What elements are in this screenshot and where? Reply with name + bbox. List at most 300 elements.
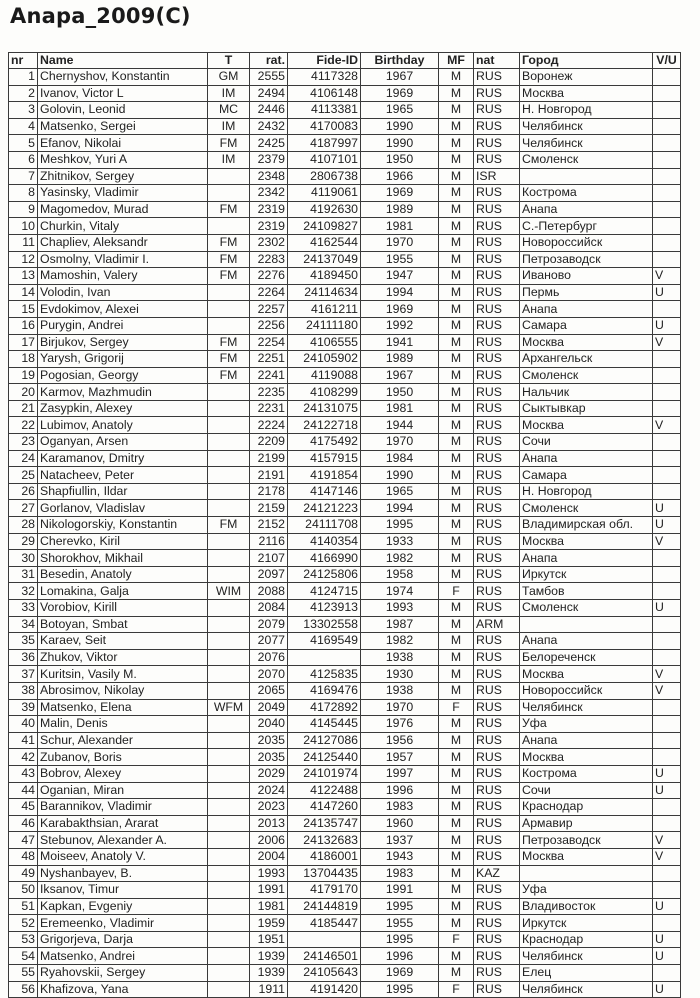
cell-rating: 2024 bbox=[250, 782, 288, 799]
cell-birthday: 1987 bbox=[361, 616, 439, 633]
cell-vu bbox=[653, 749, 681, 766]
cell-rating: 2013 bbox=[250, 815, 288, 832]
cell-city: Челябинск bbox=[520, 699, 653, 716]
cell-sex: M bbox=[439, 218, 474, 235]
cell-nr: 51 bbox=[9, 898, 38, 915]
cell-city: Челябинск bbox=[520, 118, 653, 135]
cell-fide-id: 24111180 bbox=[288, 317, 361, 334]
cell-nr: 19 bbox=[9, 367, 38, 384]
cell-nation: RUS bbox=[474, 882, 520, 899]
cell-nr: 33 bbox=[9, 600, 38, 617]
cell-vu bbox=[653, 351, 681, 368]
cell-vu bbox=[653, 566, 681, 583]
cell-rating: 2199 bbox=[250, 450, 288, 467]
cell-title bbox=[208, 317, 250, 334]
column-header-name: Name bbox=[38, 53, 208, 69]
cell-sex: M bbox=[439, 284, 474, 301]
cell-sex: M bbox=[439, 102, 474, 119]
cell-vu: U bbox=[653, 898, 681, 915]
table-row bbox=[9, 301, 681, 318]
cell-vu bbox=[653, 301, 681, 318]
cell-rating: 2070 bbox=[250, 666, 288, 683]
cell-rating: 2097 bbox=[250, 566, 288, 583]
cell-rating: 2231 bbox=[250, 400, 288, 417]
cell-fide-id: 13302558 bbox=[288, 616, 361, 633]
table-row bbox=[9, 832, 681, 849]
cell-vu: U bbox=[653, 317, 681, 334]
cell-title bbox=[208, 799, 250, 816]
cell-sex: M bbox=[439, 649, 474, 666]
cell-nr: 18 bbox=[9, 351, 38, 368]
cell-title bbox=[208, 467, 250, 484]
cell-rating: 2254 bbox=[250, 334, 288, 351]
cell-vu bbox=[653, 882, 681, 899]
cell-sex: F bbox=[439, 583, 474, 600]
cell-title: IM bbox=[208, 151, 250, 168]
cell-nr: 7 bbox=[9, 168, 38, 185]
table-row bbox=[9, 317, 681, 334]
cell-nation: RUS bbox=[474, 782, 520, 799]
cell-fide-id: 24144819 bbox=[288, 898, 361, 915]
cell-birthday: 1995 bbox=[361, 931, 439, 948]
cell-nr: 49 bbox=[9, 865, 38, 882]
cell-birthday: 1958 bbox=[361, 566, 439, 583]
cell-title bbox=[208, 749, 250, 766]
cell-city: Анапа bbox=[520, 201, 653, 218]
cell-rating: 2425 bbox=[250, 135, 288, 152]
cell-city: Смоленск bbox=[520, 151, 653, 168]
cell-nation: RUS bbox=[474, 931, 520, 948]
cell-nation: RUS bbox=[474, 799, 520, 816]
cell-name: Chapliev, Aleksandr bbox=[38, 234, 208, 251]
cell-name: Birjukov, Sergey bbox=[38, 334, 208, 351]
cell-nation: RUS bbox=[474, 201, 520, 218]
cell-nr: 20 bbox=[9, 384, 38, 401]
table-row bbox=[9, 732, 681, 749]
cell-rating: 1939 bbox=[250, 948, 288, 965]
cell-birthday: 1995 bbox=[361, 981, 439, 998]
cell-nation: RUS bbox=[474, 666, 520, 683]
cell-title bbox=[208, 168, 250, 185]
cell-fide-id: 4117328 bbox=[288, 69, 361, 86]
table-row bbox=[9, 500, 681, 517]
cell-nation: RUS bbox=[474, 633, 520, 650]
cell-rating: 2235 bbox=[250, 384, 288, 401]
cell-rating: 2035 bbox=[250, 732, 288, 749]
cell-nr: 16 bbox=[9, 317, 38, 334]
cell-sex: M bbox=[439, 948, 474, 965]
cell-birthday: 1950 bbox=[361, 151, 439, 168]
cell-vu: V bbox=[653, 417, 681, 434]
cell-title bbox=[208, 633, 250, 650]
cell-sex: F bbox=[439, 699, 474, 716]
cell-title bbox=[208, 732, 250, 749]
cell-vu bbox=[653, 434, 681, 451]
cell-city: Пермь bbox=[520, 284, 653, 301]
cell-rating: 2348 bbox=[250, 168, 288, 185]
cell-nation: RUS bbox=[474, 732, 520, 749]
table-row bbox=[9, 583, 681, 600]
cell-vu bbox=[653, 483, 681, 500]
table-row bbox=[9, 550, 681, 567]
cell-city: Самара bbox=[520, 467, 653, 484]
cell-rating: 2116 bbox=[250, 533, 288, 550]
cell-rating: 2379 bbox=[250, 151, 288, 168]
cell-nation: RUS bbox=[474, 915, 520, 932]
cell-fide-id bbox=[288, 649, 361, 666]
cell-nation: RUS bbox=[474, 102, 520, 119]
cell-sex: M bbox=[439, 550, 474, 567]
cell-vu: U bbox=[653, 782, 681, 799]
column-header-rating: rat. bbox=[250, 53, 288, 69]
cell-vu bbox=[653, 616, 681, 633]
cell-city: Сыктывкар bbox=[520, 400, 653, 417]
cell-vu: U bbox=[653, 931, 681, 948]
table-row bbox=[9, 965, 681, 982]
cell-nation: RUS bbox=[474, 517, 520, 534]
table-row bbox=[9, 400, 681, 417]
cell-fide-id: 4106555 bbox=[288, 334, 361, 351]
cell-fide-id: 4145445 bbox=[288, 716, 361, 733]
cell-nr: 13 bbox=[9, 268, 38, 285]
cell-fide-id: 4119088 bbox=[288, 367, 361, 384]
cell-rating: 2084 bbox=[250, 600, 288, 617]
cell-nr: 31 bbox=[9, 566, 38, 583]
cell-title: GM bbox=[208, 69, 250, 86]
table-row bbox=[9, 450, 681, 467]
cell-rating: 2035 bbox=[250, 749, 288, 766]
cell-nation: RUS bbox=[474, 981, 520, 998]
cell-name: Osmolny, Vladimir I. bbox=[38, 251, 208, 268]
cell-nation: RUS bbox=[474, 467, 520, 484]
cell-birthday: 1993 bbox=[361, 600, 439, 617]
table-row bbox=[9, 151, 681, 168]
cell-title bbox=[208, 649, 250, 666]
cell-fide-id: 4162544 bbox=[288, 234, 361, 251]
cell-fide-id: 24132683 bbox=[288, 832, 361, 849]
cell-name: Bobrov, Alexey bbox=[38, 765, 208, 782]
cell-sex: M bbox=[439, 915, 474, 932]
cell-fide-id: 4187997 bbox=[288, 135, 361, 152]
cell-name: Lubimov, Anatoly bbox=[38, 417, 208, 434]
cell-title bbox=[208, 666, 250, 683]
cell-title: FM bbox=[208, 351, 250, 368]
cell-name: Ivanov, Victor L bbox=[38, 85, 208, 102]
cell-name: Cherevko, Kiril bbox=[38, 533, 208, 550]
cell-nr: 54 bbox=[9, 948, 38, 965]
cell-rating: 2241 bbox=[250, 367, 288, 384]
cell-title: FM bbox=[208, 135, 250, 152]
cell-fide-id: 4169476 bbox=[288, 682, 361, 699]
cell-fide-id: 4172892 bbox=[288, 699, 361, 716]
cell-birthday: 1943 bbox=[361, 848, 439, 865]
cell-title bbox=[208, 948, 250, 965]
cell-nr: 1 bbox=[9, 69, 38, 86]
cell-sex: M bbox=[439, 682, 474, 699]
page-title: Anapa_2009(C) bbox=[10, 4, 191, 28]
cell-rating: 2264 bbox=[250, 284, 288, 301]
cell-vu bbox=[653, 732, 681, 749]
table-row bbox=[9, 467, 681, 484]
cell-nr: 12 bbox=[9, 251, 38, 268]
cell-nation: RUS bbox=[474, 749, 520, 766]
cell-rating: 1991 bbox=[250, 882, 288, 899]
cell-name: Kapkan, Evgeniy bbox=[38, 898, 208, 915]
cell-vu bbox=[653, 102, 681, 119]
cell-title bbox=[208, 417, 250, 434]
cell-birthday: 1969 bbox=[361, 965, 439, 982]
cell-rating: 2446 bbox=[250, 102, 288, 119]
cell-sex: M bbox=[439, 666, 474, 683]
cell-fide-id: 4147260 bbox=[288, 799, 361, 816]
cell-name: Churkin, Vitaly bbox=[38, 218, 208, 235]
cell-fide-id: 24127086 bbox=[288, 732, 361, 749]
cell-name: Nyshanbayev, B. bbox=[38, 865, 208, 882]
table-row bbox=[9, 102, 681, 119]
column-header-vu: V/U bbox=[653, 53, 681, 69]
cell-vu bbox=[653, 633, 681, 650]
cell-birthday: 1974 bbox=[361, 583, 439, 600]
cell-fide-id: 24101974 bbox=[288, 765, 361, 782]
table-row bbox=[9, 616, 681, 633]
cell-birthday: 1938 bbox=[361, 649, 439, 666]
cell-rating: 1959 bbox=[250, 915, 288, 932]
table-row bbox=[9, 682, 681, 699]
cell-nation: RUS bbox=[474, 367, 520, 384]
cell-name: Karabakthsian, Ararat bbox=[38, 815, 208, 832]
cell-nation: ISR bbox=[474, 168, 520, 185]
cell-fide-id: 4170083 bbox=[288, 118, 361, 135]
cell-city: Новороссийск bbox=[520, 234, 653, 251]
cell-city: С.-Петербург bbox=[520, 218, 653, 235]
cell-rating: 1993 bbox=[250, 865, 288, 882]
cell-nation: RUS bbox=[474, 848, 520, 865]
cell-rating: 2209 bbox=[250, 434, 288, 451]
cell-city: Петрозаводск bbox=[520, 832, 653, 849]
cell-fide-id: 24114634 bbox=[288, 284, 361, 301]
cell-rating: 2191 bbox=[250, 467, 288, 484]
cell-birthday: 1957 bbox=[361, 749, 439, 766]
cell-nr: 42 bbox=[9, 749, 38, 766]
cell-birthday: 1994 bbox=[361, 284, 439, 301]
cell-vu: U bbox=[653, 765, 681, 782]
cell-vu bbox=[653, 699, 681, 716]
table-row bbox=[9, 699, 681, 716]
table-row bbox=[9, 931, 681, 948]
cell-nr: 52 bbox=[9, 915, 38, 932]
cell-fide-id: 24137049 bbox=[288, 251, 361, 268]
cell-nr: 48 bbox=[9, 848, 38, 865]
cell-city: Анапа bbox=[520, 550, 653, 567]
cell-city: Белореченск bbox=[520, 649, 653, 666]
cell-name: Shapfiullin, Ildar bbox=[38, 483, 208, 500]
cell-nation: RUS bbox=[474, 649, 520, 666]
cell-vu bbox=[653, 467, 681, 484]
cell-vu: U bbox=[653, 981, 681, 998]
cell-vu: V bbox=[653, 268, 681, 285]
cell-name: Karamanov, Dmitry bbox=[38, 450, 208, 467]
cell-rating: 2006 bbox=[250, 832, 288, 849]
cell-name: Kuritsin, Vasily M. bbox=[38, 666, 208, 683]
cell-rating: 2302 bbox=[250, 234, 288, 251]
cell-sex: M bbox=[439, 334, 474, 351]
cell-fide-id: 24131075 bbox=[288, 400, 361, 417]
cell-city: Армавир bbox=[520, 815, 653, 832]
cell-fide-id: 2806738 bbox=[288, 168, 361, 185]
cell-rating: 2107 bbox=[250, 550, 288, 567]
cell-name: Besedin, Anatoly bbox=[38, 566, 208, 583]
cell-name: Malin, Denis bbox=[38, 716, 208, 733]
cell-title: WIM bbox=[208, 583, 250, 600]
cell-rating: 2224 bbox=[250, 417, 288, 434]
cell-city bbox=[520, 616, 653, 633]
cell-fide-id: 4113381 bbox=[288, 102, 361, 119]
cell-nation: RUS bbox=[474, 85, 520, 102]
cell-birthday: 1933 bbox=[361, 533, 439, 550]
table-row bbox=[9, 882, 681, 899]
players-table bbox=[8, 52, 681, 998]
cell-sex: M bbox=[439, 616, 474, 633]
cell-city: Анапа bbox=[520, 633, 653, 650]
cell-vu: V bbox=[653, 682, 681, 699]
column-header-nation: nat bbox=[474, 53, 520, 69]
cell-vu: U bbox=[653, 500, 681, 517]
cell-rating: 2319 bbox=[250, 218, 288, 235]
cell-nation: RUS bbox=[474, 351, 520, 368]
cell-city: Анапа bbox=[520, 450, 653, 467]
cell-title bbox=[208, 898, 250, 915]
cell-fide-id bbox=[288, 931, 361, 948]
cell-nation: RUS bbox=[474, 218, 520, 235]
cell-rating: 1951 bbox=[250, 931, 288, 948]
cell-name: Iksanov, Timur bbox=[38, 882, 208, 899]
cell-birthday: 1989 bbox=[361, 201, 439, 218]
cell-city: Смоленск bbox=[520, 500, 653, 517]
column-header-birthday: Birthday bbox=[361, 53, 439, 69]
cell-nr: 35 bbox=[9, 633, 38, 650]
cell-birthday: 1994 bbox=[361, 500, 439, 517]
cell-birthday: 1941 bbox=[361, 334, 439, 351]
cell-vu bbox=[653, 118, 681, 135]
cell-rating: 2283 bbox=[250, 251, 288, 268]
cell-vu: U bbox=[653, 948, 681, 965]
cell-vu: V bbox=[653, 832, 681, 849]
cell-birthday: 1983 bbox=[361, 799, 439, 816]
cell-title: WFM bbox=[208, 699, 250, 716]
table-row bbox=[9, 517, 681, 534]
cell-birthday: 1960 bbox=[361, 815, 439, 832]
cell-birthday: 1996 bbox=[361, 782, 439, 799]
table-row bbox=[9, 85, 681, 102]
cell-fide-id: 4161211 bbox=[288, 301, 361, 318]
cell-city: Челябинск bbox=[520, 948, 653, 965]
cell-nr: 26 bbox=[9, 483, 38, 500]
cell-title bbox=[208, 882, 250, 899]
cell-sex: M bbox=[439, 118, 474, 135]
cell-sex: M bbox=[439, 517, 474, 534]
cell-vu bbox=[653, 234, 681, 251]
cell-sex: F bbox=[439, 931, 474, 948]
cell-title bbox=[208, 848, 250, 865]
cell-title bbox=[208, 981, 250, 998]
cell-sex: M bbox=[439, 815, 474, 832]
cell-city: Анапа bbox=[520, 732, 653, 749]
cell-name: Matsenko, Elena bbox=[38, 699, 208, 716]
cell-name: Pogosian, Georgy bbox=[38, 367, 208, 384]
cell-birthday: 1947 bbox=[361, 268, 439, 285]
cell-sex: M bbox=[439, 69, 474, 86]
cell-nr: 32 bbox=[9, 583, 38, 600]
cell-rating: 2251 bbox=[250, 351, 288, 368]
cell-nr: 4 bbox=[9, 118, 38, 135]
cell-birthday: 1989 bbox=[361, 351, 439, 368]
cell-birthday: 1970 bbox=[361, 234, 439, 251]
table-header-row bbox=[9, 53, 681, 69]
cell-city: Архангельск bbox=[520, 351, 653, 368]
cell-nr: 27 bbox=[9, 500, 38, 517]
cell-sex: M bbox=[439, 317, 474, 334]
cell-birthday: 1950 bbox=[361, 384, 439, 401]
cell-birthday: 1967 bbox=[361, 69, 439, 86]
table-row bbox=[9, 948, 681, 965]
cell-sex: M bbox=[439, 832, 474, 849]
cell-city: Воронеж bbox=[520, 69, 653, 86]
cell-title: FM bbox=[208, 201, 250, 218]
cell-sex: M bbox=[439, 301, 474, 318]
cell-birthday: 1944 bbox=[361, 417, 439, 434]
cell-nr: 8 bbox=[9, 185, 38, 202]
table-row bbox=[9, 69, 681, 86]
cell-nation: RUS bbox=[474, 600, 520, 617]
cell-vu: U bbox=[653, 517, 681, 534]
cell-sex: M bbox=[439, 848, 474, 865]
cell-city: Москва bbox=[520, 417, 653, 434]
cell-nr: 9 bbox=[9, 201, 38, 218]
cell-nr: 24 bbox=[9, 450, 38, 467]
cell-nation: RUS bbox=[474, 434, 520, 451]
cell-city bbox=[520, 168, 653, 185]
cell-sex: M bbox=[439, 351, 474, 368]
table-row bbox=[9, 118, 681, 135]
table-row bbox=[9, 135, 681, 152]
cell-nr: 21 bbox=[9, 400, 38, 417]
cell-birthday: 1983 bbox=[361, 865, 439, 882]
cell-birthday: 1997 bbox=[361, 765, 439, 782]
cell-nr: 55 bbox=[9, 965, 38, 982]
cell-name: Khafizova, Yana bbox=[38, 981, 208, 998]
cell-city: Нальчик bbox=[520, 384, 653, 401]
cell-vu bbox=[653, 583, 681, 600]
cell-sex: M bbox=[439, 417, 474, 434]
cell-name: Karaev, Seit bbox=[38, 633, 208, 650]
cell-fide-id: 24135747 bbox=[288, 815, 361, 832]
cell-vu: V bbox=[653, 666, 681, 683]
cell-city: Кострома bbox=[520, 185, 653, 202]
cell-name: Oganyan, Arsen bbox=[38, 434, 208, 451]
cell-sex: M bbox=[439, 765, 474, 782]
cell-rating: 2029 bbox=[250, 765, 288, 782]
cell-title: IM bbox=[208, 85, 250, 102]
cell-rating: 2342 bbox=[250, 185, 288, 202]
cell-nation: RUS bbox=[474, 185, 520, 202]
cell-name: Abrosimov, Nikolay bbox=[38, 682, 208, 699]
cell-rating: 2432 bbox=[250, 118, 288, 135]
cell-vu bbox=[653, 384, 681, 401]
cell-vu bbox=[653, 367, 681, 384]
cell-city: Челябинск bbox=[520, 135, 653, 152]
cell-rating: 2079 bbox=[250, 616, 288, 633]
cell-name: Natacheev, Peter bbox=[38, 467, 208, 484]
